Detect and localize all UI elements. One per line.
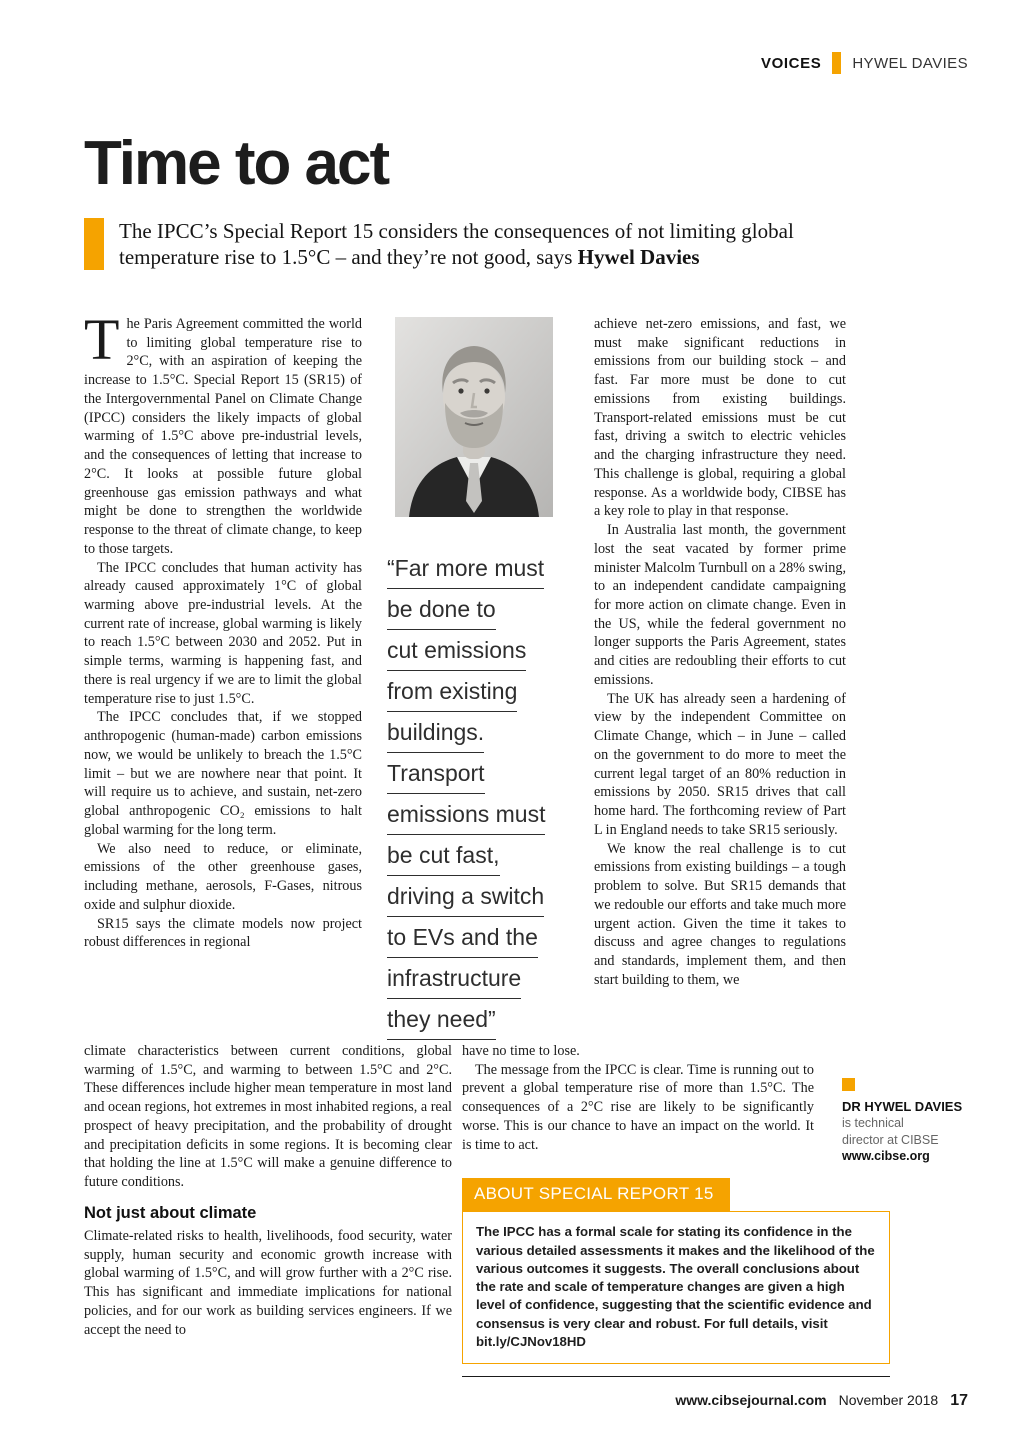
footer-issue-date: November 2018 xyxy=(838,1392,939,1408)
about-box xyxy=(462,1211,890,1364)
pull-quote-line: cut emissions xyxy=(387,637,526,671)
footer-url[interactable]: www.cibsejournal.com xyxy=(675,1392,827,1408)
standfirst xyxy=(84,218,831,271)
article-bottom-section xyxy=(84,1042,890,1377)
pull-quote-line: Transport xyxy=(387,760,485,794)
pull-quote-line: buildings. xyxy=(387,719,484,753)
page-kicker xyxy=(761,52,968,74)
paragraph: have no time to lose. xyxy=(462,1043,580,1059)
kicker-author-name: HYWEL DAVIES xyxy=(852,54,968,72)
portrait-photo xyxy=(395,317,553,517)
page-footer xyxy=(675,1392,968,1410)
paragraph: The UK has already seen a hardening of view by the independent Committee on Climate Change, which – in June – called on the government to do more to meet the current legal target of an 80% reduction in emissions by 2050. SR15 drives that call home hard. The forthcoming review of Part L in England needs to take SR15 seriously. xyxy=(594,690,846,838)
article-top-section xyxy=(84,307,846,1047)
bio-name: DR HYWEL DAVIES xyxy=(842,1099,963,1114)
paragraph: We also need to reduce, or eliminate, emissions of the other greenhouse gases, including methane, aerosols, F-Gases, nitrous oxide and sulphur dioxide. xyxy=(84,840,362,913)
paragraph: climate characteristics between current conditions, global warming of 1.5°C, and warming to between 1.5°C and 2°C. These differences include higher mean temperature in most land and ocean regions, hot extremes in most inhabited regions, a real prospect of heavy precipitation, and the probability of drought and precipitation deficits in some regions. It is becoming clear that holding the line at 1.5°C will make a genuine difference to future conditions. xyxy=(84,1043,452,1191)
standfirst-author: Hywel Davies xyxy=(577,245,700,270)
bio-role-line2: director at CIBSE xyxy=(842,1132,939,1147)
about-panel xyxy=(462,1178,890,1377)
paragraph: We know the real challenge is to cut emissions from existing buildings – a tough problem to solve. But SR15 demands that we redouble our efforts and take much more urgent action. Given the time it takes to discuss and agree changes to regulations and standards, implement them, and then start building to them, we xyxy=(594,840,846,988)
subheading: Not just about climate xyxy=(84,1203,257,1222)
paragraph xyxy=(84,307,362,559)
pull-quote-line: “Far more must xyxy=(387,555,544,589)
pull-quote xyxy=(387,555,569,1040)
paragraph: In Australia last month, the government lost the seat vacated by former prime minister Malcolm Turnbull on a 28% swing, to an independent candidate campaigning for more action on climate change. Even in the US, while the federal government no longer supports the Paris Agreement, states and cities are redoubling their efforts to cut emissions. xyxy=(594,522,846,688)
paragraph: The message from the IPCC is clear. Time is running out to prevent a global temperature rise of more than 1.5°C. The consequences of a 2°C rise are likely to be significantly worse. This is our chance to have an impact on the world. It is time to act. xyxy=(462,1061,814,1153)
pull-quote-line: be cut fast, xyxy=(387,842,500,876)
column-left xyxy=(84,307,362,1047)
pull-quote-line: to EVs and the xyxy=(387,924,538,958)
standfirst-accent-bar xyxy=(84,218,104,270)
about-link[interactable]: bit.ly/CJNov18HD xyxy=(476,1333,586,1349)
paragraph: Climate-related risks to health, livelihoods, food security, water supply, human security and economic growth increase with global warming of 1.5°C, and will grow further with a 2°C rise. This has significant and immediate implications for national policies, and for our work as building services engineers. If we accept the need to xyxy=(84,1227,452,1338)
paragraph: The IPCC concludes that human activity has already caused approximately 1°C of global warming above pre-industrial levels. At the current rate of increase, global warming is likely to reach 1.5°C between 2030 and 2052. Put in simple terms, warming is happening fast, and there is real urgency if we are to limit the global temperature rise to just 1.5°C. xyxy=(84,559,362,707)
pull-quote-line: from existing xyxy=(387,678,517,712)
paragraph: The IPCC concludes that, if we stopped anthropogenic (human-made) carbon emissions now, we would be unlikely to breach the 1.5°C limit – but we are nowhere near that point. It will require us to achieve, and sustain, net-zero global anthropogenic CO₂ emissions to halt global warming for the long term. xyxy=(84,709,362,838)
column-middle xyxy=(387,315,569,1047)
footer-page-number: 17 xyxy=(950,1392,968,1409)
pull-quote-line: they need” xyxy=(387,1006,496,1040)
bio-role-line1: is technical xyxy=(842,1116,904,1131)
standfirst-main: The IPCC’s Special Report 15 considers the consequences of not limiting global temperature rise to 1.5°C – and they’re not good, says xyxy=(119,219,794,270)
bio-accent-square xyxy=(842,1078,855,1091)
author-bio xyxy=(842,1078,984,1165)
paragraph: SR15 says the climate models now project robust differences in regional xyxy=(84,915,362,951)
page-title: Time to act xyxy=(84,129,389,198)
column-right xyxy=(594,315,846,1047)
about-text: The IPCC has a formal scale for stating its confidence in the various detailed assessments it makes and the likelihood of the various outcomes it suggests. The overall conclusions about the rate and scale of temperature changes are given a high level of confidence, suggesting that the scientific evidence and consensus is very clear and robust. For full details, visit xyxy=(476,1224,875,1331)
pull-quote-line: be done to xyxy=(387,596,496,630)
dropcap: T xyxy=(84,307,120,372)
pull-quote-line: emissions must xyxy=(387,801,545,835)
column-right-wide xyxy=(462,1042,890,1377)
bio-url[interactable]: www.cibse.org xyxy=(842,1149,930,1164)
paragraph-text: he Paris Agreement committed the world to limiting global temperature rise to 2°C, with an aspiration of keeping the increase to 1.5°C. Special Report 15 (SR15) of the Intergovernmental Panel on Climate Change (IPCC) considers the likely impacts of global warming of 1.5°C above pre-industrial levels, and the consequences of letting that increase to 2°C. It looks at possible future global greenhouse gas emission pathways and what might be done to strengthen the worldwide response to the threat of climate change, to keep to those targets. xyxy=(84,316,362,557)
paragraph: achieve net-zero emissions, and fast, we must make significant reductions in emissions from our building stock – and fast. Far more must be done to cut emissions from existing buildings. Transport-related emissions must be cut fast, driving a switch to electric vehicles and the charging infrastructure they need. This challenge is global, requiring a global response. As a worldwide body, CIBSE has a key role to play in that response. xyxy=(594,316,846,520)
pull-quote-line: driving a switch xyxy=(387,883,544,917)
divider-rule xyxy=(462,1376,890,1377)
section-label: VOICES xyxy=(761,54,822,72)
kicker-accent-bar xyxy=(832,52,841,74)
standfirst-text xyxy=(119,218,831,271)
column-left-wide xyxy=(84,1042,452,1377)
pull-quote-line: infrastructure xyxy=(387,965,521,999)
about-banner: ABOUT SPECIAL REPORT 15 xyxy=(462,1178,730,1211)
